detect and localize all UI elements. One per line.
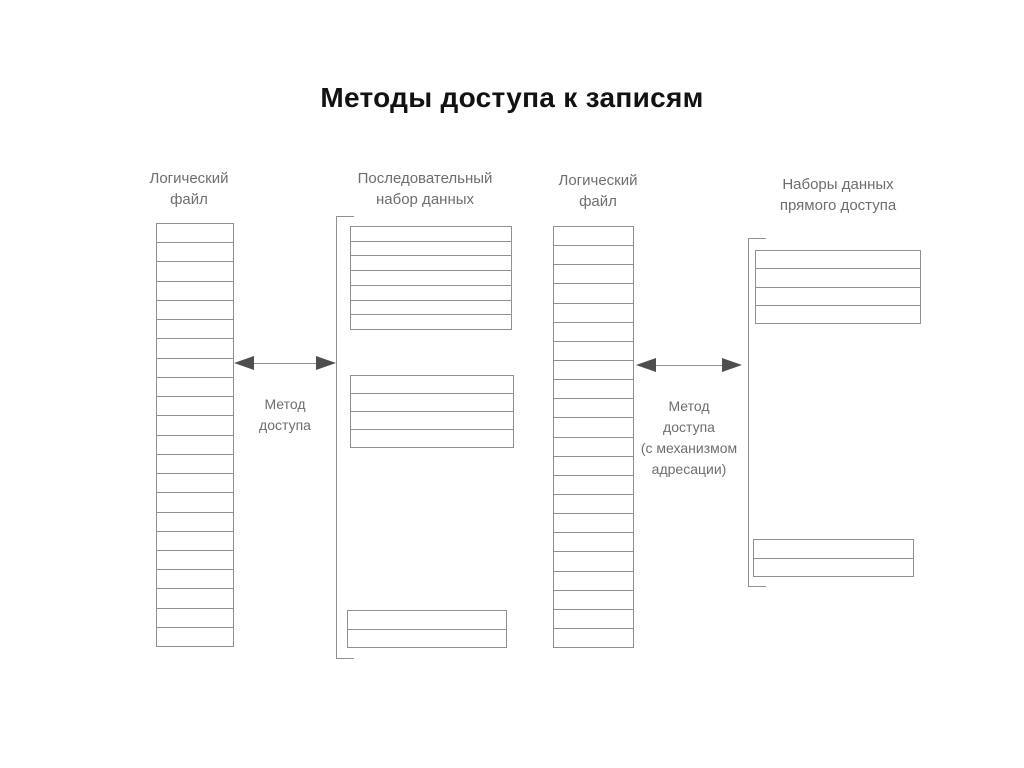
header-line: Логический [558,172,638,189]
access-method-label [259,394,311,436]
record-row [157,569,233,588]
header-line: файл [170,191,208,208]
record-row [157,550,233,569]
record-row [554,532,633,551]
record-row [348,611,506,629]
column-header-logical-file-left [149,168,228,210]
record-row [351,393,513,411]
logical-file-left-stack [156,223,234,647]
record-row [157,627,233,646]
record-row [351,376,513,393]
access-method-arrow [234,356,336,370]
record-row [351,227,511,241]
record-row [351,300,511,315]
header-line: Последовательный [357,170,493,187]
record-row [351,270,511,285]
sequential-dataset-block-2 [350,375,514,448]
logical-file-right-stack [553,226,634,648]
record-row [351,429,513,447]
sequential-dataset-block-3 [347,610,507,648]
record-row [351,411,513,429]
header-line: файл [579,193,617,210]
record-row [157,588,233,607]
record-row [157,512,233,531]
arrow-left-head-icon [234,356,254,370]
direct-access-block-2 [753,539,914,577]
record-row [157,608,233,627]
access-method-addressing-arrow [636,358,742,372]
record-row [157,531,233,550]
record-row [157,492,233,511]
record-row [554,590,633,609]
record-row [554,456,633,475]
header-line: Наборы данных [782,176,894,193]
sequential-dataset-block-1 [350,226,512,330]
record-row [157,435,233,454]
record-row [157,415,233,434]
record-row [554,245,633,264]
record-row [157,242,233,261]
record-row [351,255,511,270]
arrow-shaft [644,365,734,367]
direct-access-block-1 [755,250,921,324]
record-row [554,571,633,590]
record-row [157,261,233,280]
record-row [554,264,633,283]
record-row [348,629,506,648]
record-row [554,494,633,513]
column-header-logical-file-right [558,170,637,212]
record-row [157,338,233,357]
record-row [157,396,233,415]
record-row [157,224,233,242]
record-row [351,285,511,300]
record-row [554,551,633,570]
record-row [554,609,633,628]
record-row [756,305,920,323]
record-row [756,287,920,305]
record-row [554,398,633,417]
record-row [554,628,633,647]
record-row [157,358,233,377]
record-row [554,227,633,245]
record-row [554,360,633,379]
label-line: адресации) [651,461,727,477]
header-line: прямого доступа [779,197,897,214]
column-header-sequential-dataset [358,168,493,210]
label-line: доступа [663,419,715,435]
access-method-addressing-label [641,396,737,480]
record-row [554,303,633,322]
record-row [157,454,233,473]
record-row [157,281,233,300]
record-row [754,540,913,558]
arrow-left-head-icon [636,358,656,372]
label-line: Метод [668,398,710,414]
label-line: (с механизмом [640,440,738,456]
record-row [554,475,633,494]
column-header-direct-access-datasets [780,174,896,216]
header-line: Логический [149,170,229,187]
record-row [756,268,920,286]
arrow-right-head-icon [316,356,336,370]
record-row [554,437,633,456]
record-row [157,377,233,396]
record-row [756,251,920,268]
page-title: Методы доступа к записям [320,82,704,113]
record-row [157,473,233,492]
record-row [157,319,233,338]
header-line: набор данных [375,191,475,208]
record-row [554,341,633,360]
arrow-right-head-icon [722,358,742,372]
record-row [554,379,633,398]
record-row [157,300,233,319]
label-line: Метод [264,396,306,412]
record-row [754,558,913,577]
record-row [554,322,633,341]
record-row [351,314,511,329]
record-row [351,241,511,256]
record-row [554,417,633,436]
record-row [554,283,633,302]
label-line: доступа [259,417,311,433]
record-row [554,513,633,532]
